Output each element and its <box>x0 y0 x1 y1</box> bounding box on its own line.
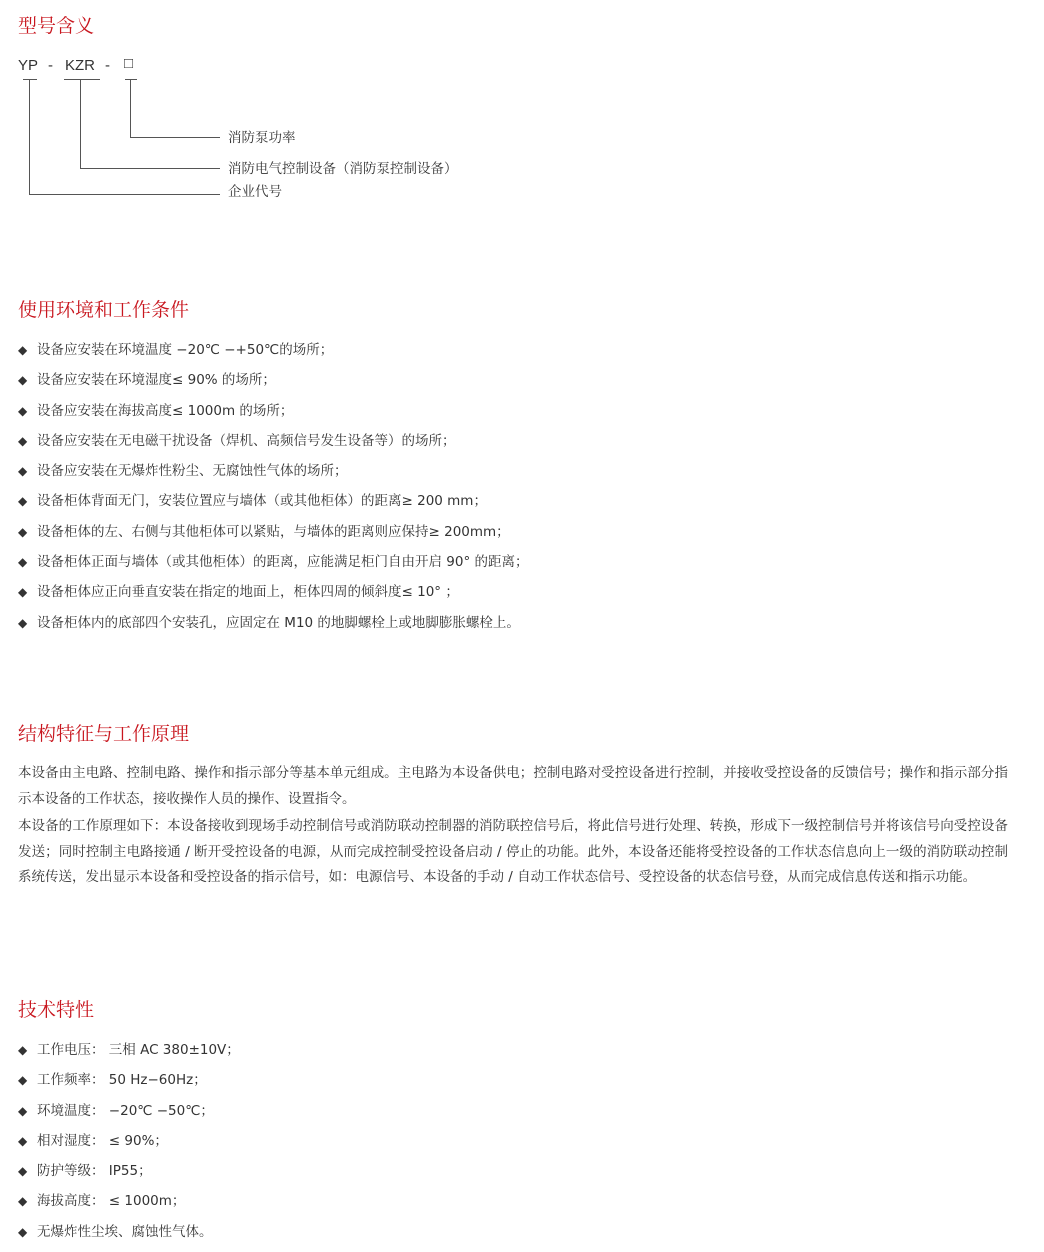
list-item: ◆ 设备柜体正面与墙体（或其他柜体）的距离，应能满足柜门自由开启 90° 的距离； <box>18 554 529 571</box>
list-item: ◆ 工作电压： 三相 AC 380±10V； <box>18 1042 240 1058</box>
bracket-line <box>130 79 131 138</box>
section-title-environment: 使用环境和工作条件 <box>18 299 190 321</box>
bracket-line <box>80 79 81 169</box>
list-item: ◆ 海拔高度： ≤ 1000m； <box>18 1193 186 1210</box>
list-item: ◆ 设备柜体应正向垂直安装在指定的地面上，柜体四周的倾斜度≤ 10° ； <box>18 584 459 601</box>
bracket-top <box>125 79 137 80</box>
diamond-bullet-icon: ◆ <box>18 1194 28 1209</box>
environment-list <box>18 340 529 643</box>
list-item: ◆ 设备柜体背面无门，安装位置应与墙体（或其他柜体）的距离≥ 200 mm； <box>18 493 487 510</box>
list-item: ◆ 设备应安装在环境温度 −20℃ −+50℃的场所； <box>18 342 334 358</box>
bracket-line <box>80 168 220 169</box>
list-item: ◆ 环境温度： −20℃ −50℃； <box>18 1102 214 1119</box>
meaning-company: 企业代号 <box>228 184 282 200</box>
list-item: ◆ 设备柜体内的底部四个安装孔，应固定在 M10 的地脚螺栓上或地脚膨胀螺栓上。 <box>18 614 520 631</box>
list-item: ◆ 工作频率： 50 Hz−60Hz； <box>18 1072 207 1089</box>
meaning-device: 消防电气控制设备（消防泵控制设备） <box>228 161 458 177</box>
diamond-bullet-icon: ◆ <box>18 1103 28 1118</box>
model-part-kzr: KZR <box>65 57 95 74</box>
section-title-specs: 技术特性 <box>18 999 95 1021</box>
structure-paragraph-2: 本设备的工作原理如下：本设备接收到现场手动控制信号或消防联动控制器的消防联控信号后，将此信号进行处理、转换，形成下一级控制信号并将该信号向受控设备发送；同时控制主电路接通 / 断开受控设备的电源，从而完成控制受控设备启动 / 停止的功能。此外，本设备还能将受控设备的工作状态信息向上一级的消防联动控制系统传送，发出显示本设备和受控设备的指示信号，如：电源信号、本设备的手动 / 自动工作状态信号、受控设备的状态信号登，从而完成信息传送和指示功能。 <box>18 818 1008 885</box>
list-item: ◆ 设备应安装在海拔高度≤ 1000m 的场所； <box>18 402 294 419</box>
diamond-bullet-icon: ◆ <box>18 1133 28 1148</box>
diamond-bullet-icon: ◆ <box>18 1164 28 1179</box>
bracket-top <box>23 79 37 80</box>
list-item: ◆ 设备应安装在无爆炸性粉尘、无腐蚀性气体的场所； <box>18 463 348 480</box>
model-part-yp: YP <box>18 57 39 74</box>
structure-paragraph-1: 本设备由主电路、控制电路、操作和指示部分等基本单元组成。主电路为本设备供电；控制电路对受控设备进行控制，并接收受控设备的反馈信号；操作和指示部分指示本设备的工作状态，接收操作人员的操作、设置指令。 <box>18 765 1008 807</box>
bracket-top <box>64 79 100 80</box>
meaning-power: 消防泵功率 <box>228 130 296 146</box>
model-separator: - <box>48 57 53 74</box>
diamond-bullet-icon: ◆ <box>18 585 28 600</box>
bracket-line <box>130 137 220 138</box>
diamond-bullet-icon: ◆ <box>18 464 28 479</box>
section-title-structure: 结构特征与工作原理 <box>18 723 190 745</box>
model-box-placeholder-icon: □ <box>124 55 134 72</box>
diamond-bullet-icon: ◆ <box>18 524 28 539</box>
bracket-line <box>29 194 220 195</box>
diamond-bullet-icon: ◆ <box>18 494 28 509</box>
model-separator: - <box>105 57 110 74</box>
list-item: ◆ 设备应安装在无电磁干扰设备（焊机、高频信号发生设备等）的场所； <box>18 432 456 449</box>
diamond-bullet-icon: ◆ <box>18 403 28 418</box>
list-item: ◆ 设备柜体的左、右侧与其他柜体可以紧贴，与墙体的距离则应保持≥ 200mm； <box>18 523 510 540</box>
bracket-line <box>29 79 30 195</box>
list-item: ◆ 设备应安装在环境湿度≤ 90% 的场所； <box>18 372 276 389</box>
diamond-bullet-icon: ◆ <box>18 1073 28 1088</box>
diamond-bullet-icon: ◆ <box>18 343 28 357</box>
diamond-bullet-icon: ◆ <box>18 555 28 570</box>
diamond-bullet-icon: ◆ <box>18 1043 28 1057</box>
diamond-bullet-icon: ◆ <box>18 615 28 630</box>
diamond-bullet-icon: ◆ <box>18 373 28 388</box>
diamond-bullet-icon: ◆ <box>18 433 28 448</box>
section-title-model: 型号含义 <box>18 15 95 37</box>
specs-list <box>18 1040 240 1252</box>
list-item: ◆ 无爆炸性尘埃、腐蚀性气体。 <box>18 1223 213 1240</box>
list-item: ◆ 相对湿度： ≤ 90%； <box>18 1132 168 1149</box>
list-item: ◆ 防护等级： IP55； <box>18 1163 152 1180</box>
diamond-bullet-icon: ◆ <box>18 1224 28 1239</box>
